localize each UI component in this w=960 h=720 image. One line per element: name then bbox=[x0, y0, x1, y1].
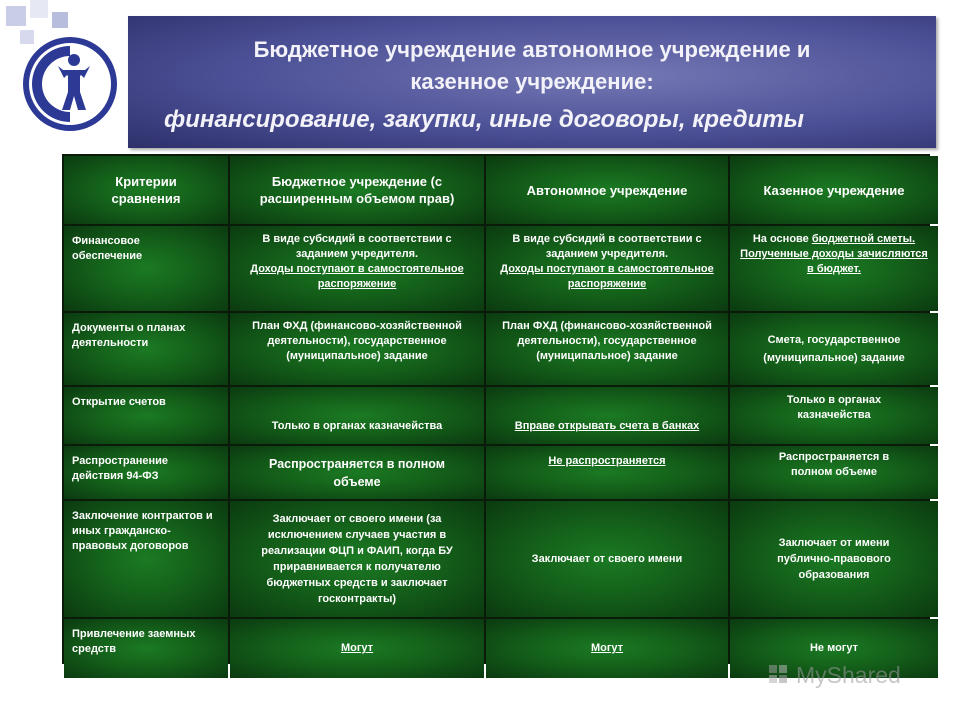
cell-text: В виде субсидий в соответствии с заданием учредителя. bbox=[262, 233, 452, 260]
table-cell: Только в органах казначейства bbox=[230, 387, 484, 444]
table-cell: Могут bbox=[486, 619, 728, 678]
row-label: Привлечение заемных средств bbox=[64, 619, 228, 678]
logo-icon bbox=[22, 36, 118, 132]
row-label: Документы о планах деятельности bbox=[64, 313, 228, 385]
cell-text-underlined: Доходы поступают в самостоятельное распоряжение bbox=[250, 263, 464, 290]
header-autonomous: Автономное учреждение bbox=[486, 156, 728, 224]
table-cell bbox=[730, 226, 938, 311]
table-cell: Только в органах казначейства bbox=[730, 387, 938, 444]
watermark-text: MyShared bbox=[796, 661, 901, 688]
header-budget: Бюджетное учреждение (с расширенным объемом прав) bbox=[230, 156, 484, 224]
corner-square bbox=[30, 0, 48, 18]
table-cell bbox=[230, 226, 484, 311]
row-label: Заключение контрактов и иных гражданско-правовых договоров bbox=[64, 501, 228, 617]
comparison-table bbox=[62, 154, 930, 664]
table-cell: Смета, государственное (муниципальное) задание bbox=[730, 313, 938, 385]
watermark bbox=[768, 660, 928, 690]
title-banner bbox=[128, 16, 936, 148]
table-cell: Заключает от имени публично-правового образования bbox=[730, 501, 938, 617]
cell-text-underlined: Доходы поступают в самостоятельное распоряжение bbox=[500, 263, 714, 290]
header-state: Казенное учреждение bbox=[730, 156, 938, 224]
page-title-line2: казенное учреждение: bbox=[410, 69, 654, 94]
table-cell: Вправе открывать счета в банках bbox=[486, 387, 728, 444]
table-cell: План ФХД (финансово-хозяйственной деятельности), государственное (муниципальное) задание bbox=[486, 313, 728, 385]
cell-text-underlined: Полученные доходы зачисляются в бюджет. bbox=[740, 248, 928, 275]
table-cell bbox=[486, 226, 728, 311]
corner-square bbox=[52, 12, 68, 28]
page-title-line1: Бюджетное учреждение автономное учреждение и bbox=[253, 37, 811, 62]
row-label: Финансовое обеспечение bbox=[64, 226, 228, 311]
table-cell: План ФХД (финансово-хозяйственной деятельности), государственное (муниципальное) задание bbox=[230, 313, 484, 385]
table-cell: Могут bbox=[230, 619, 484, 678]
table-cell: Распространяется в полном объеме bbox=[230, 446, 484, 499]
header-criteria: Критерии сравнения bbox=[64, 156, 228, 224]
row-label: Распространение действия 94-ФЗ bbox=[64, 446, 228, 499]
table-cell: Не могут bbox=[730, 619, 938, 678]
page-subtitle: финансирование, закупки, иные договоры, кредиты bbox=[164, 106, 805, 133]
watermark-logo-icon bbox=[768, 664, 790, 686]
cell-text-underlined: бюджетной сметы. bbox=[811, 233, 916, 245]
corner-square bbox=[6, 6, 26, 26]
cell-text bbox=[753, 232, 915, 247]
table-cell: Заключает от своего имени bbox=[486, 501, 728, 617]
table-cell: Распространяется в полном объеме bbox=[730, 446, 938, 499]
row-label: Открытие счетов bbox=[64, 387, 228, 444]
cell-text-part: На основе bbox=[752, 233, 812, 245]
table-cell: Не распространяется bbox=[486, 446, 728, 499]
cell-text: В виде субсидий в соответствии с заданием учредителя. bbox=[512, 233, 702, 260]
table-cell: Заключает от своего имени (за исключением случаев участия в реализации ФЦП и ФАИП, когда БУ приравнивается к получателю бюджетных средств и заключает госконтракты) bbox=[230, 501, 484, 617]
